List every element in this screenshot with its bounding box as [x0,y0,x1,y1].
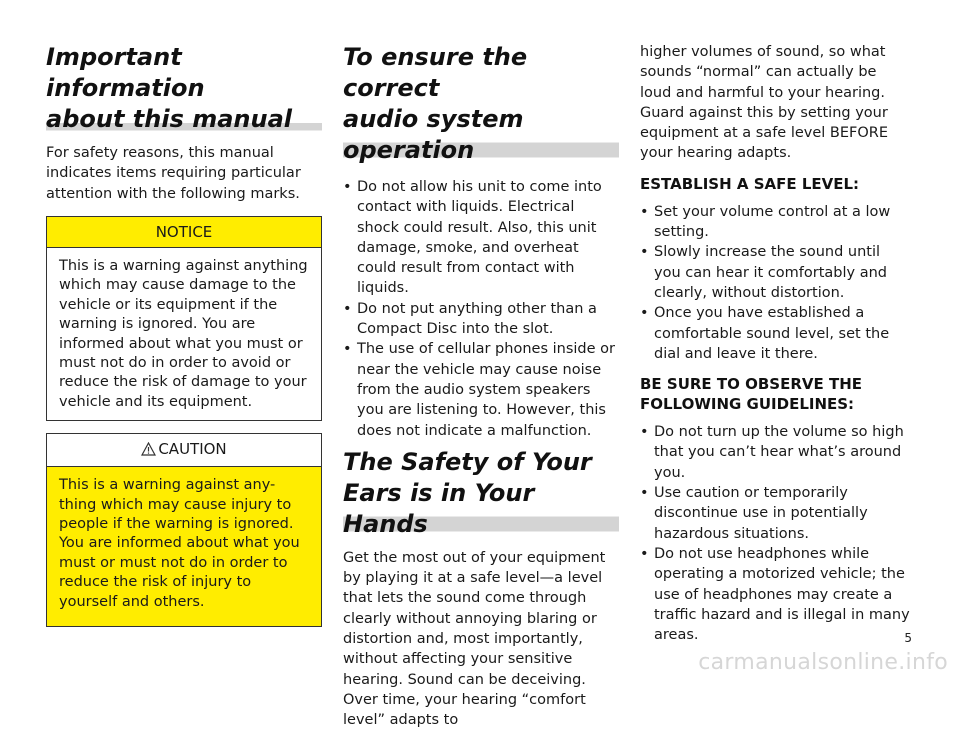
heading-line-1: To ensure the correct [343,43,528,102]
page-number: 5 [904,631,912,645]
heading-audio-system-operation [343,42,619,166]
list-item [640,242,910,303]
continued-paragraph: higher volumes of sound, so what sounds “normal” can actually be loud and harmful to your hearing. Guard against this by setting your equipment at a safe level BEFORE your hearing adapts. [640,44,889,162]
list-item [343,299,619,340]
bullet-marker: • [640,244,649,261]
caution-title: CAUTION [158,440,227,459]
notice-body: This is a warning against anything which may cause damage to the vehicle or its equipment if the warning is ignored. You are informed about what you must or must not do in order to avoid or reduce the risk of damage to your vehicle and its equipment. [47,248,321,420]
subhead-line-2: FOLLOWING GUIDELINES: [640,395,855,414]
warning-triangle-icon [141,442,156,460]
bullet-marker: • [343,300,352,317]
bullet-text: Set your volume control at a low setting. [654,203,891,241]
list-item [343,177,619,299]
audio-bullet-list [343,177,619,441]
column-2 [343,42,619,731]
safe-level-list [640,202,910,364]
list-item [640,303,910,364]
intro-paragraph: For safety reasons, this manual indicates items requiring particular attention with the following marks. [46,145,301,202]
bullet-marker: • [640,545,649,562]
bullet-marker: • [343,179,352,195]
column-1 [46,42,322,627]
subhead-safe-level: ESTABLISH A SAFE LEVEL: [640,174,860,193]
heading-line-1: Important information [46,43,205,102]
bullet-text: Use caution or temporarily discontinue use in potentially hazardous situations. [654,485,868,542]
list-item [343,339,619,440]
list-item [640,422,910,483]
column-3 [640,42,910,645]
bullet-text: Once you have established a comfortable sound level, set the dial and leave it there. [654,305,890,362]
bullet-marker: • [343,341,352,358]
bullet-marker: • [640,424,649,441]
safety-paragraph: Get the most out of your equipment by playing it at a safe level—a level that lets the sound come through clearly without annoying blaring or distortion and, most importantly, without affecting your sensitive hearing. Sound can be deceiving. Over time, your hearing “comfort level” adapts to [343,549,606,729]
notice-box [46,216,322,421]
bullet-text: Do not turn up the volume so high that you can’t hear what’s around you. [654,424,904,481]
heading-line-2: about this manual [46,104,322,135]
bullet-text: Do not allow his unit to come into contact with liquids. Electrical shock could result. Also, this unit damage, smoke, and overheat could result from contact with liquids. [357,179,602,297]
caution-body: This is a warning against any-thing which may cause injury to people if the warning is ignored. You are informed about what you must or must not do in order to reduce the risk of injury to yourself and others. [47,467,321,626]
heading-line-2: Ears is in Your Hands [343,478,619,540]
heading-line-1: The Safety of Your [343,447,592,476]
bullet-text: Slowly increase the sound until you can hear it comfortably and clearly, without distortion. [654,244,887,301]
heading-line-2: audio system operation [343,104,619,166]
subhead-guidelines [640,374,910,414]
bullet-marker: • [640,305,649,322]
guidelines-list [640,422,910,645]
bullet-marker: • [640,203,649,220]
list-item [640,544,910,645]
bullet-text: The use of cellular phones inside or near the vehicle may cause noise from the audio system speakers you are listening to. However, this does not indicate a malfunction. [357,341,615,439]
subhead-line-1: BE SURE TO OBSERVE THE [640,375,863,394]
caution-box [46,433,322,627]
bullet-text: Do not put anything other than a Compact Disc into the slot. [357,300,597,338]
heading-safety-of-your-ears [343,447,619,540]
bullet-marker: • [640,485,649,502]
caution-header [47,434,321,467]
heading-important-information [46,42,322,135]
list-item [640,483,910,544]
bullet-text: Do not use headphones while operating a motorized vehicle; the use of headphones may create a traffic hazard and is illegal in many areas. [654,545,910,644]
notice-title: NOTICE [47,217,321,248]
list-item [640,202,910,243]
watermark: carmanualsonline.info [698,650,948,675]
